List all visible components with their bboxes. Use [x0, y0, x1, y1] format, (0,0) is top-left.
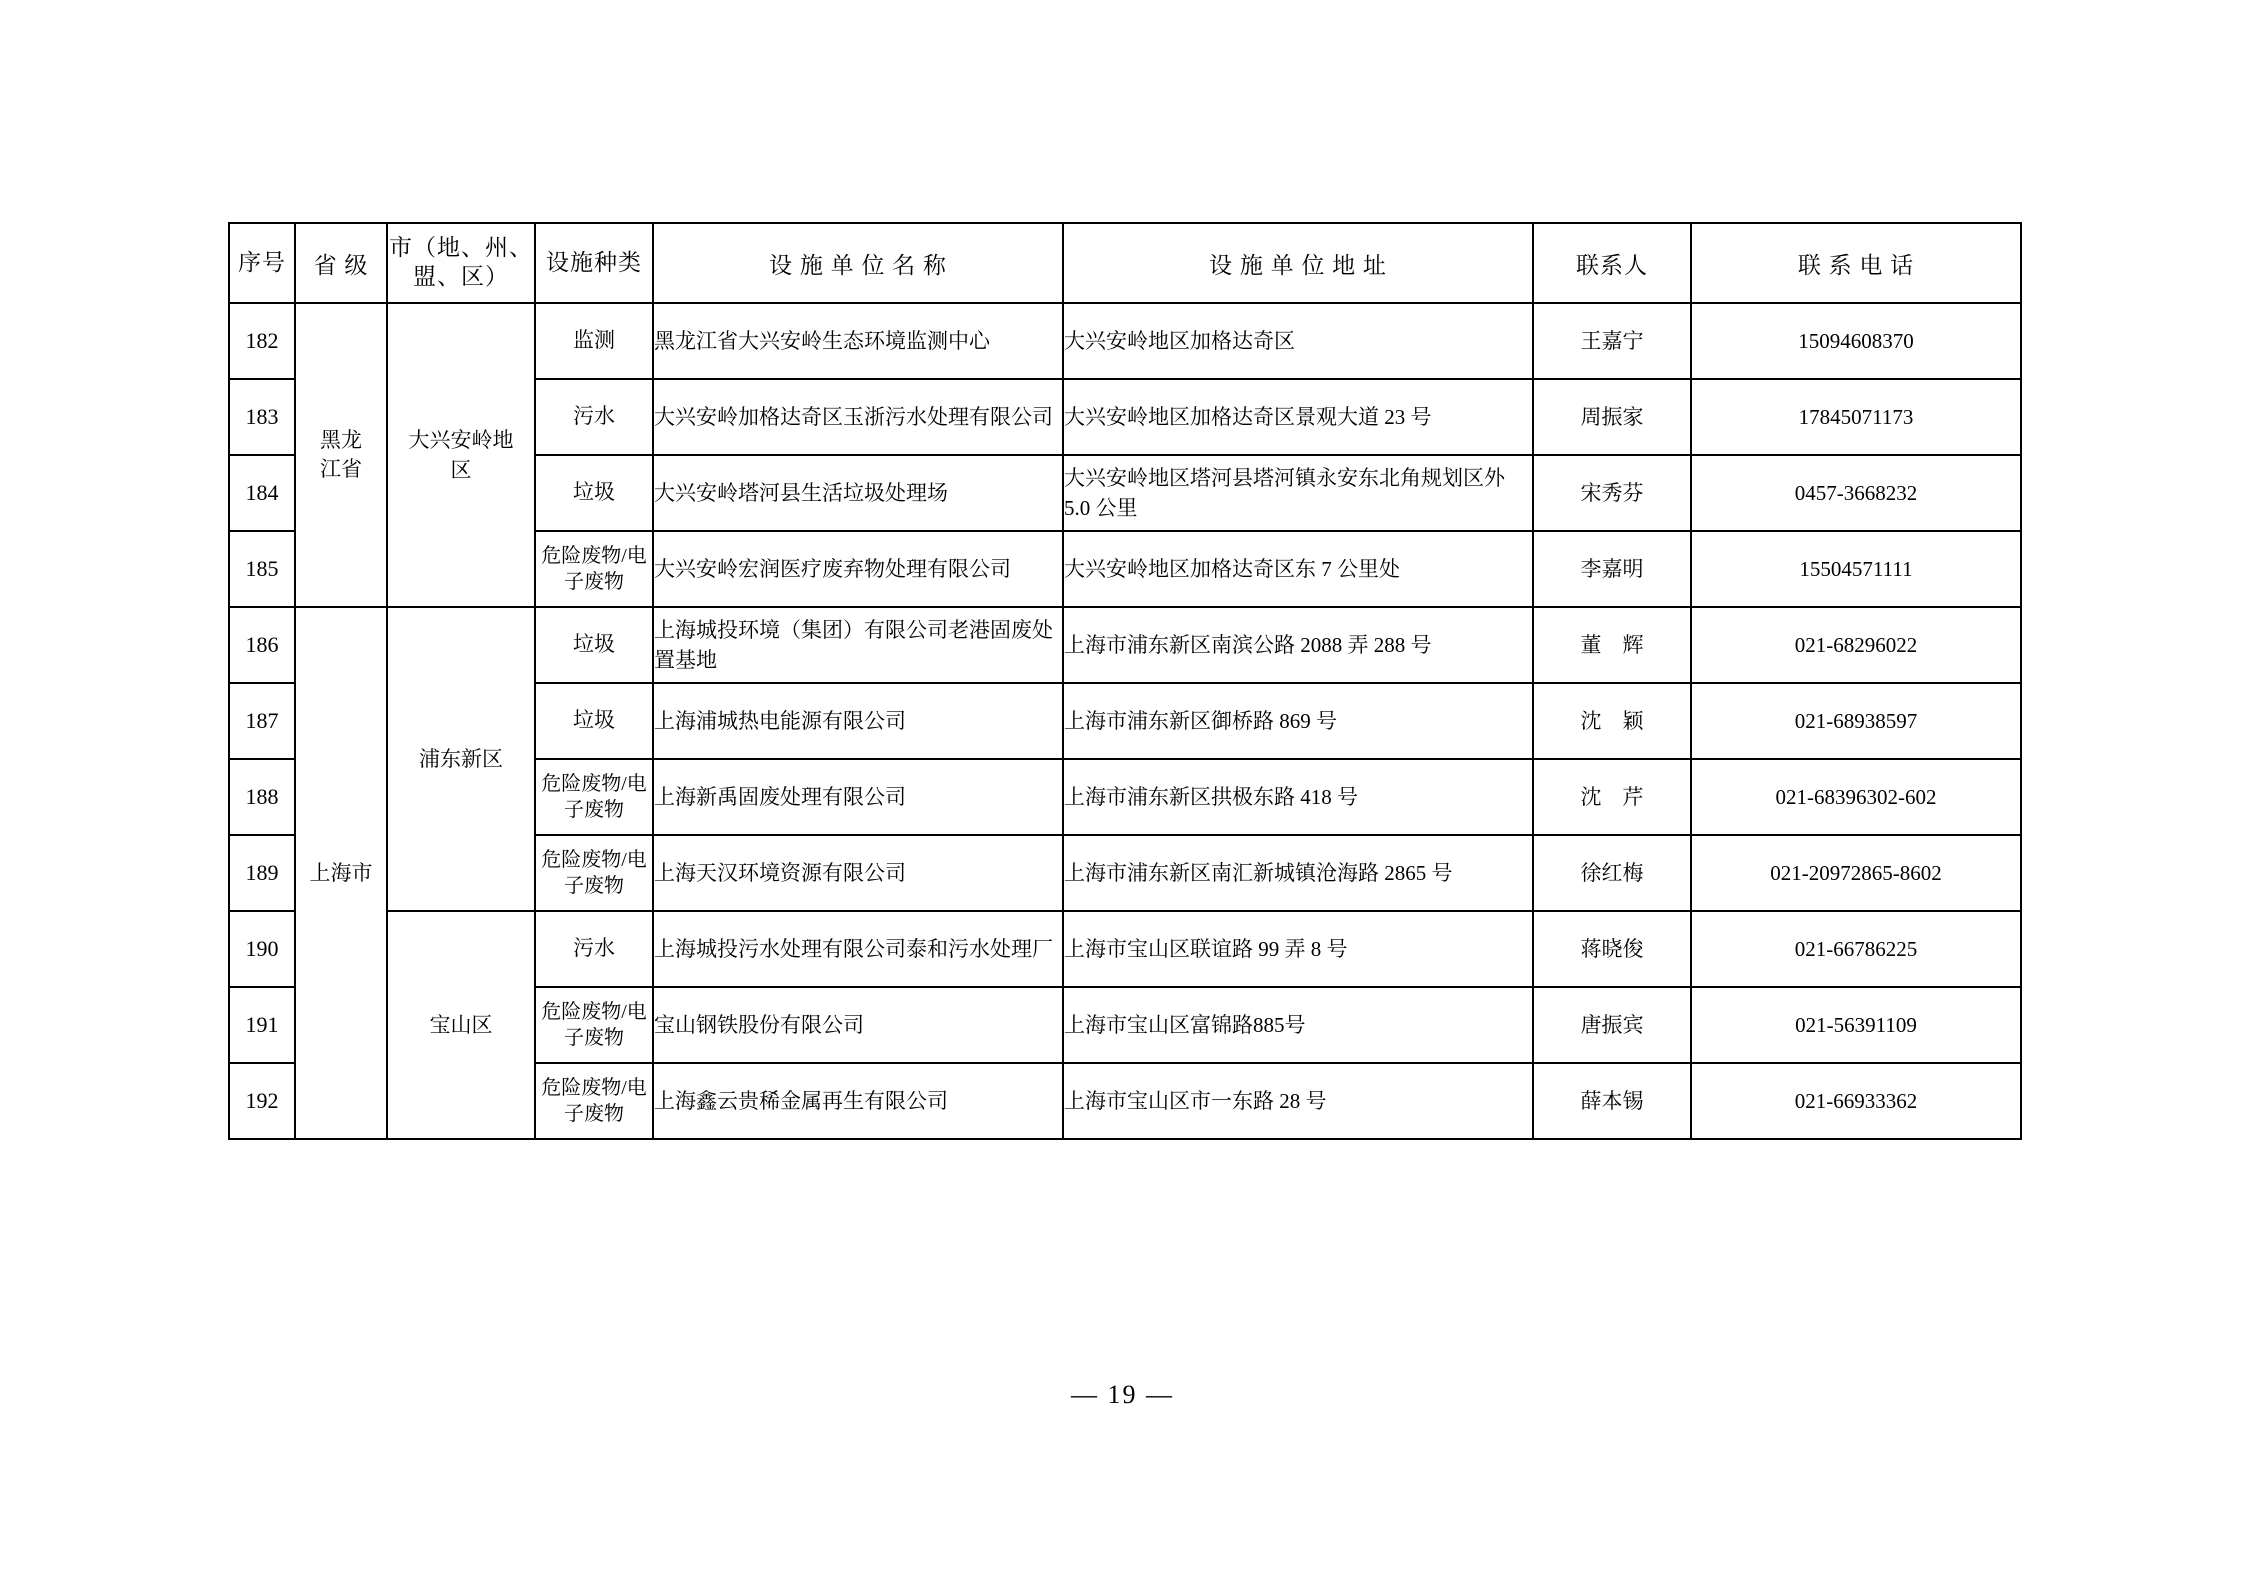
cell-contact: 王嘉宁: [1533, 303, 1691, 379]
cell-city: 浦东新区: [387, 607, 535, 911]
cell-seq: 190: [229, 911, 295, 987]
cell-contact: 周振家: [1533, 379, 1691, 455]
cell-unit-address: 大兴安岭地区加格达奇区景观大道 23 号: [1063, 379, 1533, 455]
cell-unit-name: 黑龙江省大兴安岭生态环境监测中心: [653, 303, 1063, 379]
cell-unit-name: 大兴安岭加格达奇区玉浙污水处理有限公司: [653, 379, 1063, 455]
cell-unit-name: 大兴安岭宏润医疗废弃物处理有限公司: [653, 531, 1063, 607]
cell-contact: 董 辉: [1533, 607, 1691, 683]
header-phone: 联 系 电 话: [1691, 223, 2021, 303]
cell-seq: 189: [229, 835, 295, 911]
cell-seq: 185: [229, 531, 295, 607]
cell-phone: 021-68296022: [1691, 607, 2021, 683]
table-row: [229, 303, 2021, 379]
cell-seq: 191: [229, 987, 295, 1063]
cell-seq: 183: [229, 379, 295, 455]
cell-facility-type: 危险废物/电子废物: [535, 1063, 653, 1139]
cell-phone: 021-20972865-8602: [1691, 835, 2021, 911]
cell-facility-type: 监测: [535, 303, 653, 379]
cell-phone: 021-68396302-602: [1691, 759, 2021, 835]
cell-contact: 蒋晓俊: [1533, 911, 1691, 987]
cell-seq: 182: [229, 303, 295, 379]
cell-facility-type: 危险废物/电子废物: [535, 835, 653, 911]
cell-city: 大兴安岭地区: [387, 303, 535, 607]
cell-seq: 186: [229, 607, 295, 683]
cell-unit-address: 大兴安岭地区塔河县塔河镇永安东北角规划区外 5.0 公里: [1063, 455, 1533, 531]
cell-contact: 李嘉明: [1533, 531, 1691, 607]
header-seq: 序号: [229, 223, 295, 303]
cell-contact: 徐红梅: [1533, 835, 1691, 911]
cell-unit-address: 大兴安岭地区加格达奇区东 7 公里处: [1063, 531, 1533, 607]
cell-unit-name: 上海浦城热电能源有限公司: [653, 683, 1063, 759]
cell-contact: 薛本锡: [1533, 1063, 1691, 1139]
cell-phone: 17845071173: [1691, 379, 2021, 455]
cell-unit-name: 上海新禹固废处理有限公司: [653, 759, 1063, 835]
cell-facility-type: 危险废物/电子废物: [535, 987, 653, 1063]
header-unit-name: 设 施 单 位 名 称: [653, 223, 1063, 303]
cell-contact: 沈 芹: [1533, 759, 1691, 835]
cell-phone: 021-66933362: [1691, 1063, 2021, 1139]
header-contact: 联系人: [1533, 223, 1691, 303]
cell-unit-address: 大兴安岭地区加格达奇区: [1063, 303, 1533, 379]
cell-phone: 15094608370: [1691, 303, 2021, 379]
page-number: — 19 —: [1071, 1380, 1174, 1409]
cell-unit-name: 大兴安岭塔河县生活垃圾处理场: [653, 455, 1063, 531]
cell-unit-name: 宝山钢铁股份有限公司: [653, 987, 1063, 1063]
cell-facility-type: 垃圾: [535, 607, 653, 683]
cell-unit-name: 上海鑫云贵稀金属再生有限公司: [653, 1063, 1063, 1139]
cell-seq: 188: [229, 759, 295, 835]
cell-province: 上海市: [295, 607, 387, 1139]
table-row: [229, 911, 2021, 987]
cell-unit-address: 上海市浦东新区御桥路 869 号: [1063, 683, 1533, 759]
cell-unit-name: 上海城投环境（集团）有限公司老港固废处置基地: [653, 607, 1063, 683]
header-city: 市（地、州、盟、区）: [387, 223, 535, 303]
cell-facility-type: 危险废物/电子废物: [535, 531, 653, 607]
cell-city: 宝山区: [387, 911, 535, 1139]
facility-table-container: [228, 222, 2020, 1140]
cell-facility-type: 危险废物/电子废物: [535, 759, 653, 835]
cell-phone: 021-66786225: [1691, 911, 2021, 987]
cell-facility-type: 污水: [535, 911, 653, 987]
cell-seq: 187: [229, 683, 295, 759]
cell-contact: 宋秀芬: [1533, 455, 1691, 531]
cell-seq: 192: [229, 1063, 295, 1139]
header-province: 省 级: [295, 223, 387, 303]
cell-phone: 021-68938597: [1691, 683, 2021, 759]
cell-province: 黑龙江省: [295, 303, 387, 607]
cell-contact: 唐振宾: [1533, 987, 1691, 1063]
cell-facility-type: 污水: [535, 379, 653, 455]
cell-phone: 0457-3668232: [1691, 455, 2021, 531]
cell-seq: 184: [229, 455, 295, 531]
cell-facility-type: 垃圾: [535, 455, 653, 531]
cell-unit-name: 上海城投污水处理有限公司泰和污水处理厂: [653, 911, 1063, 987]
cell-phone: 021-56391109: [1691, 987, 2021, 1063]
cell-facility-type: 垃圾: [535, 683, 653, 759]
header-unit-address: 设 施 单 位 地 址: [1063, 223, 1533, 303]
cell-unit-address: 上海市浦东新区拱极东路 418 号: [1063, 759, 1533, 835]
cell-unit-address: 上海市宝山区市一东路 28 号: [1063, 1063, 1533, 1139]
table-row: [229, 607, 2021, 683]
cell-unit-address: 上海市宝山区联谊路 99 弄 8 号: [1063, 911, 1533, 987]
cell-unit-address: 上海市浦东新区南汇新城镇沧海路 2865 号: [1063, 835, 1533, 911]
cell-phone: 15504571111: [1691, 531, 2021, 607]
cell-contact: 沈 颖: [1533, 683, 1691, 759]
header-facility-type: 设施种类: [535, 223, 653, 303]
facility-table: [228, 222, 2022, 1140]
table-header-row: [229, 223, 2021, 303]
cell-unit-name: 上海天汉环境资源有限公司: [653, 835, 1063, 911]
cell-unit-address: 上海市宝山区富锦路885号: [1063, 987, 1533, 1063]
cell-unit-address: 上海市浦东新区南滨公路 2088 弄 288 号: [1063, 607, 1533, 683]
